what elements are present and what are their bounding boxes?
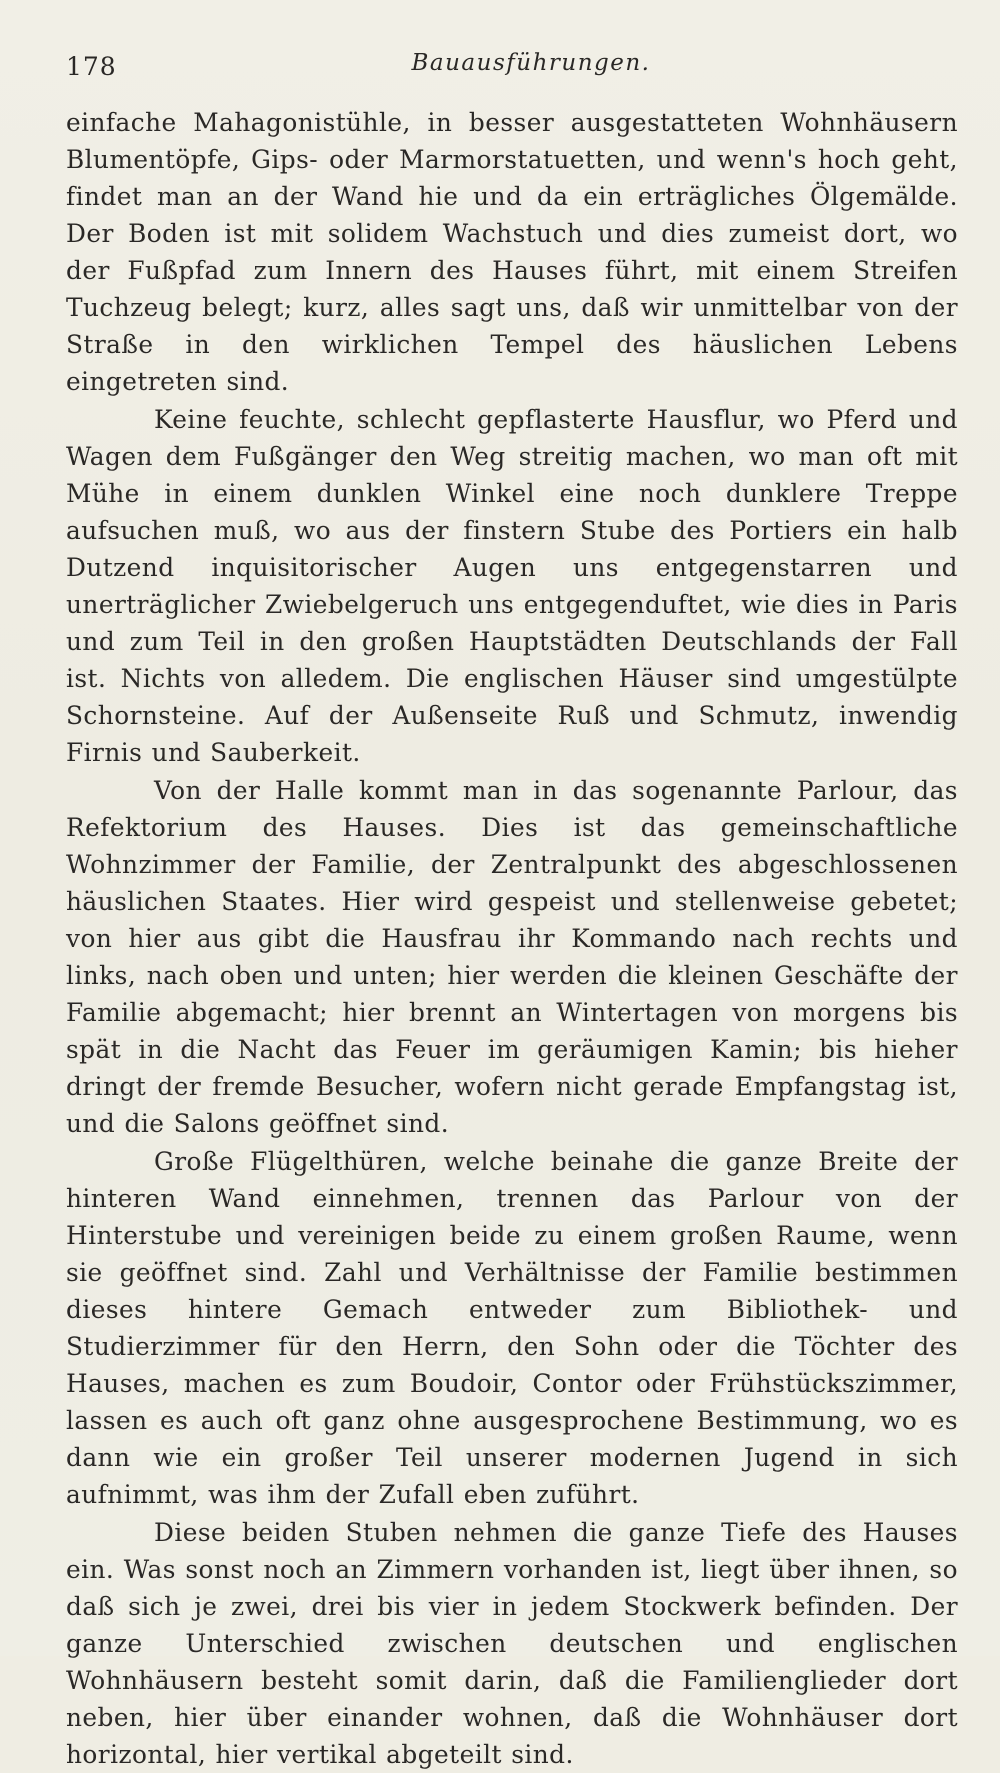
page-number: 178 xyxy=(66,52,117,81)
page-header xyxy=(66,46,936,86)
paragraph: Diese beiden Stuben nehmen die ganze Tiefe des Hauses ein. Was sonst noch an Zimmern vorhanden ist, liegt über ihnen, so daß sich je zwei, drei bis vier in jedem Stockwerk befinden. Der ganze Unterschied zwischen deutschen und englischen Wohnhäusern besteht somit darin, daß die Familienglieder dort neben, hier über einander wohnen, daß die Wohnhäuser dort horizontal, hier vertikal abgeteilt sind. xyxy=(66,1518,958,1769)
paragraph: Von der Halle kommt man in das sogenannte Parlour, das Refektorium des Hauses. Dies ist das gemeinschaftliche Wohnzimmer der Familie, der Zentralpunkt des abgeschlossenen häuslichen Staates. Hier wird gespeist und stellenweise gebetet; von hier aus gibt die Hausfrau ihr Kommando nach rechts und links, nach oben und unten; hier werden die kleinen Geschäfte der Familie abgemacht; hier brennt an Wintertagen von morgens bis spät in die Nacht das Feuer im geräumigen Kamin; bis hieher dringt der fremde Besucher, wofern nicht gerade Empfangstag ist, und die Salons geöffnet sind. xyxy=(66,776,958,1138)
body-text xyxy=(66,104,958,1773)
paragraph: Große Flügelthüren, welche beinahe die ganze Breite der hinteren Wand einnehmen, trennen das Parlour von der Hinterstube und vereinigen beide zu einem großen Raume, wenn sie geöffnet sind. Zahl und Verhältnisse der Familie bestimmen dieses hintere Gemach entweder zum Bibliothek- und Studierzimmer für den Herrn, den Sohn oder die Töchter des Hauses, machen es zum Boudoir, Contor oder Frühstückszimmer, lassen es auch oft ganz ohne ausgesprochene Bestimmung, wo es dann wie ein großer Teil unserer modernen Jugend in sich aufnimmt, was ihm der Zufall eben zuführt. xyxy=(66,1147,958,1509)
paragraph-continuation: einfache Mahagonistühle, in besser ausgestatteten Wohnhäusern Blumentöpfe, Gips- oder Marmorstatuetten, und wenn's hoch geht, findet man an der Wand hie und da ein erträgliches Ölgemälde. Der Boden ist mit solidem Wachstuch und dies zumeist dort, wo der Fußpfad zum Innern des Hauses führt, mit einem Streifen Tuchzeug belegt; kurz, alles sagt uns, daß wir unmittelbar von der Straße in den wirklichen Tempel des häuslichen Lebens eingetreten sind. xyxy=(66,108,958,396)
running-title: Bauausführungen. xyxy=(411,50,651,76)
paragraph: Keine feuchte, schlecht gepflasterte Hausflur, wo Pferd und Wagen dem Fußgänger den Weg streitig machen, wo man oft mit Mühe in einem dunklen Winkel eine noch dunklere Treppe aufsuchen muß, wo aus der finstern Stube des Portiers ein halb Dutzend inquisitorischer Augen uns entgegenstarren und unerträglicher Zwiebelgeruch uns entgegenduftet, wie dies in Paris und zum Teil in den großen Hauptstädten Deutschlands der Fall ist. Nichts von alledem. Die englischen Häuser sind umgestülpte Schornsteine. Auf der Außenseite Ruß und Schmutz, inwendig Firnis und Sauberkeit. xyxy=(66,405,958,767)
